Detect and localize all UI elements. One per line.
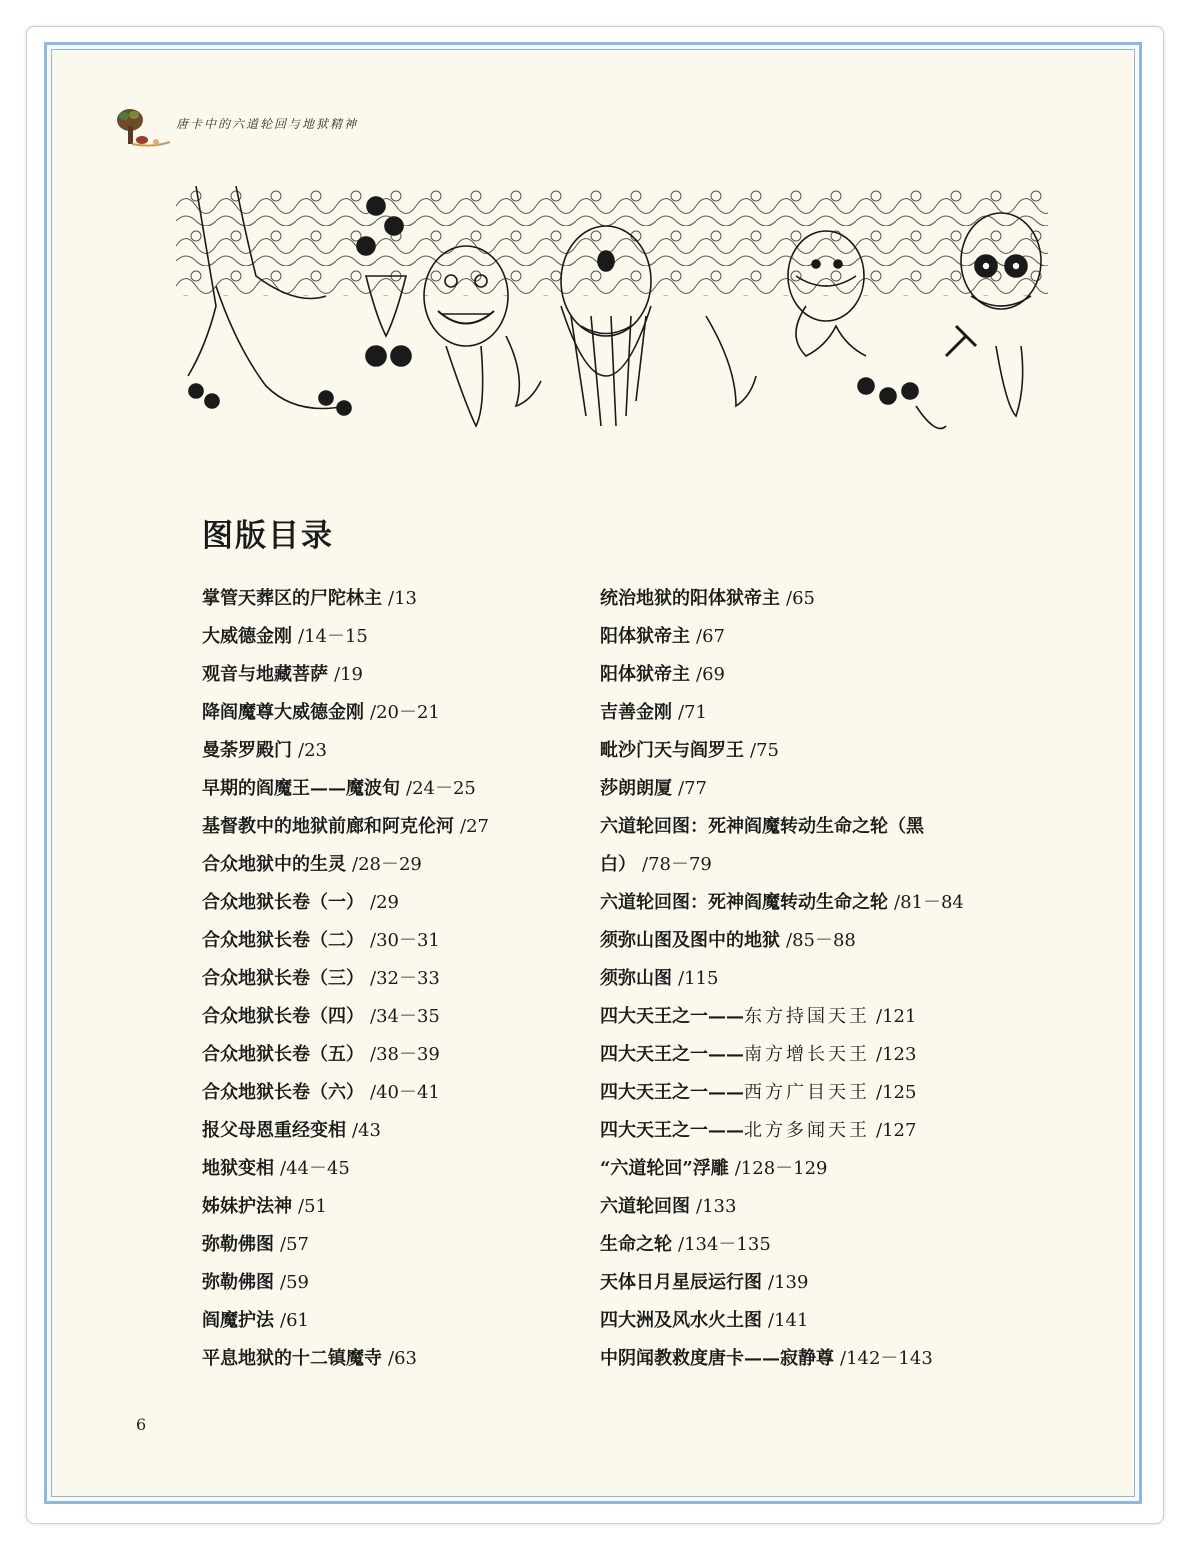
toc-entry-title: 阎魔护法 <box>202 1310 274 1331</box>
running-header-title: 唐卡中的六道轮回与地狱精神 <box>176 116 359 131</box>
toc-entry-title: 天体日月星辰运行图 <box>600 1272 762 1293</box>
toc-entry <box>600 1150 1020 1188</box>
toc-entry-page: /19 <box>334 664 363 685</box>
toc-entry <box>600 1036 1020 1074</box>
toc-entry-title: 合众地狱长卷（四） <box>202 1006 364 1027</box>
toc-entry <box>202 1226 582 1264</box>
toc-left-column <box>202 580 582 1378</box>
toc-entry-page: /27 <box>460 816 489 837</box>
toc-entry <box>202 1264 582 1302</box>
toc-entry <box>202 1150 582 1188</box>
toc-entry-title: 平息地狱的十二镇魔寺 <box>202 1348 382 1369</box>
toc-entry <box>600 694 1020 732</box>
toc-entry-title: 合众地狱长卷（一） <box>202 892 364 913</box>
toc-entry-title: 观音与地藏菩萨 <box>202 664 328 685</box>
toc-entry-page: /81－84 <box>894 892 964 913</box>
toc-entry-title: 须弥山图及图中的地狱 <box>600 930 780 951</box>
toc-entry <box>202 998 582 1036</box>
toc-entry <box>202 1340 582 1378</box>
toc-entry-title: 毗沙门天与阎罗王 <box>600 740 744 761</box>
toc-entry-title: 生命之轮 <box>600 1234 672 1255</box>
toc-entry <box>202 884 582 922</box>
toc-entry <box>600 808 1020 846</box>
page-number: 6 <box>136 1415 147 1434</box>
toc-entry-page: /43 <box>352 1120 381 1141</box>
toc-entry-page: /51 <box>298 1196 327 1217</box>
toc-entry-page: /71 <box>678 702 707 723</box>
toc-entry-page: /141 <box>768 1310 809 1331</box>
toc-entry-page: /57 <box>280 1234 309 1255</box>
toc-entry <box>600 618 1020 656</box>
toc-entry <box>600 884 1020 922</box>
toc-entry <box>600 656 1020 694</box>
toc-entry-title: 早期的阎魔王——魔波旬 <box>202 778 400 799</box>
toc-entry-page: /65 <box>786 588 815 609</box>
toc-entry-page: /23 <box>298 740 327 761</box>
toc-entry <box>202 618 582 656</box>
toc-entry-page: /115 <box>678 968 719 989</box>
toc-entry <box>202 1112 582 1150</box>
toc-entry <box>600 732 1020 770</box>
toc-entry-subtitle: 南方增长天王 <box>744 1044 870 1065</box>
toc-entry-title: 姊妹护法神 <box>202 1196 292 1217</box>
toc-entry-page: /85－88 <box>786 930 856 951</box>
toc-entry-title: 弥勒佛图 <box>202 1234 274 1255</box>
toc-entry-page: /77 <box>678 778 707 799</box>
toc-entry <box>600 1074 1020 1112</box>
toc-entry <box>600 1302 1020 1340</box>
toc-entry <box>202 1074 582 1112</box>
toc-entry <box>202 580 582 618</box>
toc-entry-page: /44－45 <box>280 1158 350 1179</box>
toc-entry-title: 四大天王之一—— <box>600 1044 744 1065</box>
toc-right-column <box>600 580 1020 1378</box>
toc-entry <box>202 1188 582 1226</box>
toc-entry <box>600 580 1020 618</box>
toc-entry-page: /142－143 <box>840 1348 933 1369</box>
toc-entry-title: 弥勒佛图 <box>202 1272 274 1293</box>
toc-entry-title: 四大天王之一—— <box>600 1006 744 1027</box>
toc-entry-page: /28－29 <box>352 854 422 875</box>
section-title: 图版目录 <box>202 518 334 554</box>
toc-entry-title: 合众地狱长卷（二） <box>202 930 364 951</box>
toc-entry <box>202 770 582 808</box>
toc-entry-title: 地狱变相 <box>202 1158 274 1179</box>
toc-entry <box>202 732 582 770</box>
toc-entry-page: /127 <box>876 1120 917 1141</box>
tree-logo-icon <box>112 104 172 150</box>
toc-entry-page: /14－15 <box>298 626 368 647</box>
toc-entry <box>600 1340 1020 1378</box>
toc-entry-title: 合众地狱长卷（三） <box>202 968 364 989</box>
toc-entry-page: /29 <box>370 892 399 913</box>
toc-entry-subtitle: 西方广目天王 <box>744 1082 870 1103</box>
toc-entry-title: 四大天王之一—— <box>600 1082 744 1103</box>
toc-entry-title: 六道轮回图：死神阎魔转动生命之轮（黑 <box>600 816 924 837</box>
toc-entry-subtitle: 东方持国天王 <box>744 1006 870 1027</box>
toc-entry-title: 阳体狱帝主 <box>600 664 690 685</box>
toc-entry-page: /123 <box>876 1044 917 1065</box>
toc-entry-page: /59 <box>280 1272 309 1293</box>
toc-entry-title: 合众地狱中的生灵 <box>202 854 346 875</box>
toc-entry-title: 基督教中的地狱前廊和阿克伦河 <box>202 816 454 837</box>
toc-entry <box>202 1302 582 1340</box>
toc-entry-title: 四大天王之一—— <box>600 1120 744 1141</box>
toc-entry-title: 吉善金刚 <box>600 702 672 723</box>
toc-entry-page: /78－79 <box>642 854 712 875</box>
toc-entry-page: /24－25 <box>406 778 476 799</box>
toc-entry <box>202 694 582 732</box>
toc-entry <box>202 808 582 846</box>
toc-entry <box>600 922 1020 960</box>
toc-entry <box>202 922 582 960</box>
toc-entry-page: /121 <box>876 1006 917 1027</box>
toc-entry-title: 六道轮回图 <box>600 1196 690 1217</box>
toc-entry-title: 合众地狱长卷（六） <box>202 1082 364 1103</box>
toc-entry-page: /69 <box>696 664 725 685</box>
toc-entry-page: /61 <box>280 1310 309 1331</box>
toc-entry-title: 四大洲及风水火土图 <box>600 1310 762 1331</box>
toc-entry-page: /40－41 <box>370 1082 440 1103</box>
toc-entry-title: 须弥山图 <box>600 968 672 989</box>
toc-entry-page: /67 <box>696 626 725 647</box>
hell-figures-banner <box>176 186 1048 454</box>
toc-entry-page: /30－31 <box>370 930 440 951</box>
toc-entry <box>202 1036 582 1074</box>
toc-entry <box>600 960 1020 998</box>
toc-entry <box>202 846 582 884</box>
toc-entry <box>202 656 582 694</box>
toc-entry <box>600 1112 1020 1150</box>
toc-entry-page: /75 <box>750 740 779 761</box>
toc-entry-subtitle: 北方多闻天王 <box>744 1120 870 1141</box>
toc-entry-title: 六道轮回图：死神阎魔转动生命之轮 <box>600 892 888 913</box>
toc-entry-title: 统治地狱的阳体狱帝主 <box>600 588 780 609</box>
toc-entry-page: /139 <box>768 1272 809 1293</box>
toc-entry-page: /133 <box>696 1196 737 1217</box>
toc-entry-title: 白） <box>600 854 636 875</box>
toc-entry-page: /125 <box>876 1082 917 1103</box>
toc-entry-title: 降阎魔尊大威德金刚 <box>202 702 364 723</box>
toc-entry-page: /38－39 <box>370 1044 440 1065</box>
toc-entry <box>600 770 1020 808</box>
toc-entry-title: 报父母恩重经变相 <box>202 1120 346 1141</box>
toc-entry-title: 合众地狱长卷（五） <box>202 1044 364 1065</box>
toc-entry-title: 莎朗朗厦 <box>600 778 672 799</box>
toc-entry-title: 阳体狱帝主 <box>600 626 690 647</box>
toc-entry-page: /20－21 <box>370 702 440 723</box>
toc-entry-title: 中阴闻教救度唐卡——寂静尊 <box>600 1348 834 1369</box>
toc-entry-title: “六道轮回”浮雕 <box>600 1158 729 1179</box>
toc-entry-title: 曼荼罗殿门 <box>202 740 292 761</box>
toc-entry <box>600 1264 1020 1302</box>
toc-entry-title: 掌管天葬区的尸陀林主 <box>202 588 382 609</box>
toc-entry-page: /13 <box>388 588 417 609</box>
toc-entry <box>202 960 582 998</box>
toc-entry <box>600 846 1020 884</box>
toc-entry-page: /128－129 <box>734 1158 828 1179</box>
toc-entry-page: /34－35 <box>370 1006 440 1027</box>
toc-entry-page: /32－33 <box>370 968 440 989</box>
toc-entry <box>600 1226 1020 1264</box>
toc-entry <box>600 998 1020 1036</box>
running-header <box>112 104 358 150</box>
toc-entry-title: 大威德金刚 <box>202 626 292 647</box>
toc-entry <box>600 1188 1020 1226</box>
toc-entry-page: /63 <box>388 1348 417 1369</box>
toc-entry-page: /134－135 <box>678 1234 771 1255</box>
